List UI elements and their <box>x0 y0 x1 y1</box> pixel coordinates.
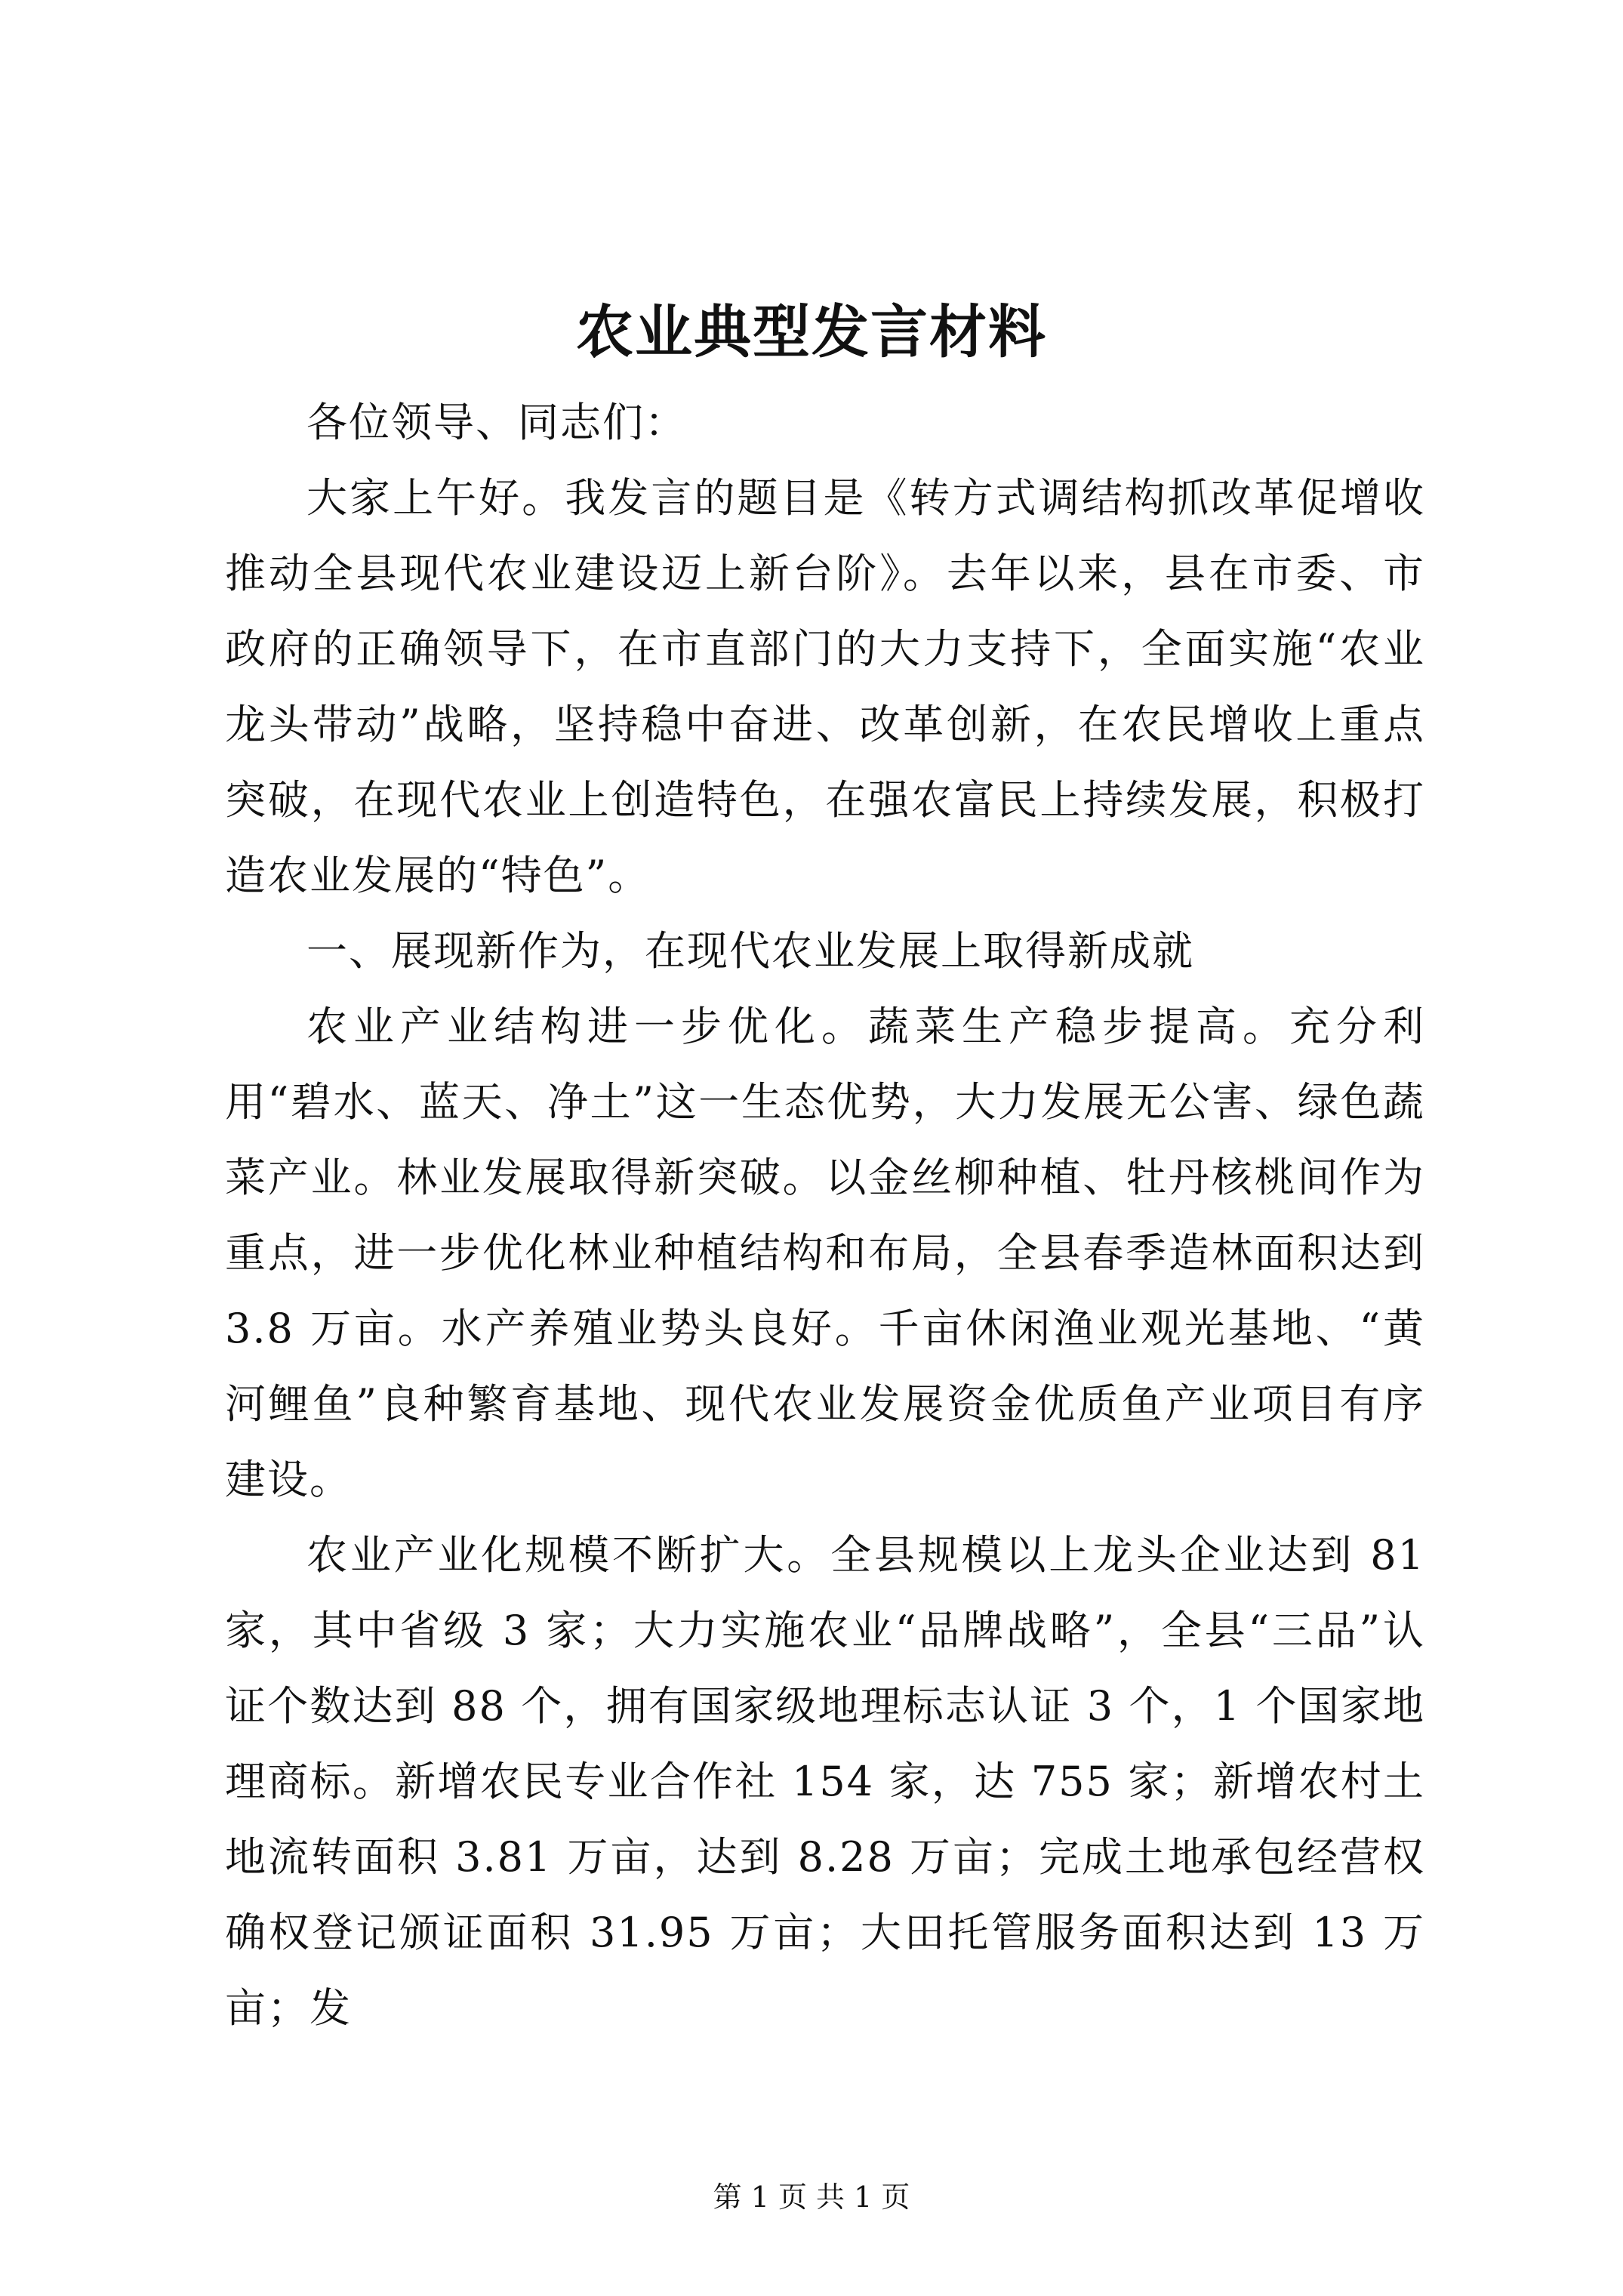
paragraph-greeting: 各位领导、同志们： <box>306 399 687 446</box>
paragraph-intro: 大家上午好。我发言的题目是《转方式调结构抓改革促增收推动全县现代农业建设迈上新台阶》。去年以来，县在市委、市政府的正确领导下，在市直部门的大力支持下，全面实施“农业龙头带动”战略，坚持稳中奋进、改革创新，在农民增收上重点突破，在现代农业上创造特色，在强农富民上持续发展，积极打造农业发展的“特色”。 <box>225 474 1425 899</box>
document-body <box>225 385 1425 2046</box>
document-title: 农业典型发言材料 <box>576 298 1047 365</box>
section-heading-1: 一、展现新作为，在现代农业发展上取得新成就 <box>306 927 1194 975</box>
paragraph-industrialization: 农业产业化规模不断扩大。全县规模以上龙头企业达到 81 家，其中省级 3 家；大力实施农业“品牌战略”，全县“三品”认证个数达到 88 个，拥有国家级地理标志认证 3 个，1 个国家地理商标。新增农民专业合作社 154 家，达 755 家；新增农村土地流转面积 3.81 万亩，达到 8.28 万亩；完成土地承包经营权确权登记颁证面积 31.95 万亩；大田托管服务面积达到 13 万亩；发 <box>225 1531 1425 2032</box>
paragraph-structure: 农业产业结构进一步优化。蔬菜生产稳步提高。充分利用“碧水、蓝天、净土”这一生态优势，大力发展无公害、绿色蔬菜产业。林业发展取得新突破。以金丝柳种植、牡丹核桃间作为重点，进一步优化林业种植结构和布局，全县春季造林面积达到 3.8 万亩。水产养殖业势头良好。千亩休闲渔业观光基地、“黄河鲤鱼”良种繁育基地、现代农业发展资金优质鱼产业项目有序建设。 <box>225 1003 1425 1503</box>
page-footer: 第 1 页 共 1 页 <box>713 2180 910 2214</box>
